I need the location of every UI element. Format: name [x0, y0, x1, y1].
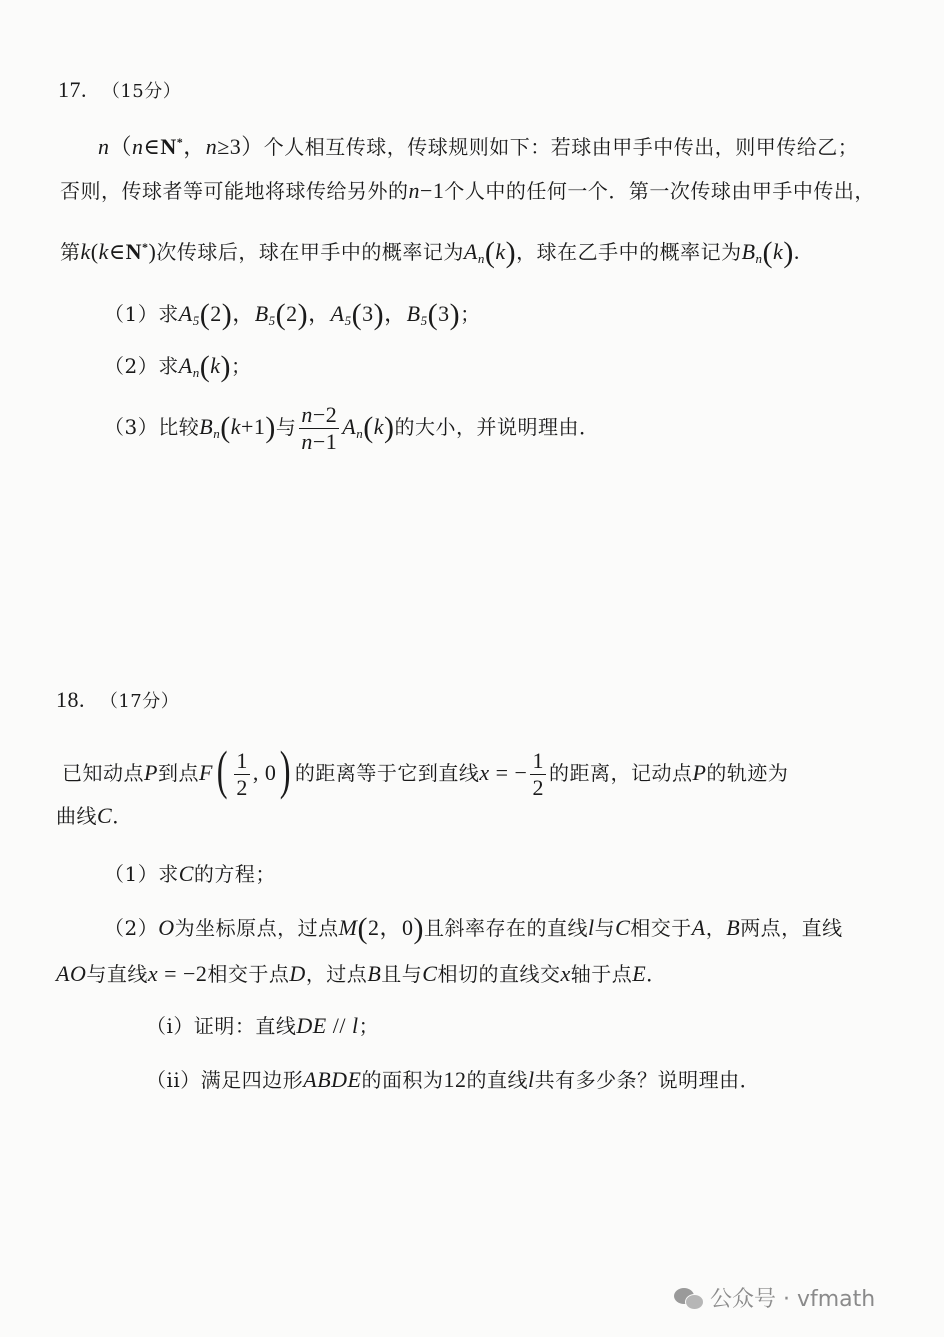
- q17-line3-text-b: 次传球后，球在甲手中的概率记为: [156, 240, 464, 264]
- q18-subquestion-1: （1）求C的方程；: [104, 861, 276, 886]
- q18-sub2b-text-6: 轴于点: [570, 962, 633, 986]
- q18-sub2-text-4: 相交于: [630, 916, 692, 940]
- q18-part-i-end: ；: [358, 1014, 380, 1038]
- q17-paragraph-line-1: n（n∈N*，n≥3）个人相互传球，传球规则如下：若球由甲手中传出，则甲传给乙；: [98, 134, 859, 159]
- q18-line1-text-d: 的距离，记动点: [548, 761, 693, 785]
- q17-sub3-end: 的大小，并说明理由．: [394, 415, 600, 439]
- q17-number: 17.: [58, 77, 87, 102]
- q17-sub1-label: （1）求: [104, 302, 179, 326]
- q17-header: [58, 76, 181, 106]
- q18-line1-text-b: 到点: [157, 761, 199, 785]
- q18-part-i: （i）证明：直线DE // l；: [146, 1013, 380, 1038]
- q18-line1-text-c: 的距离等于它到直线: [294, 761, 480, 785]
- q17-sub2-label: （2）求: [104, 354, 179, 378]
- q17-line2-text-a: 否则，传球者等可能地将球传给另外的: [60, 179, 409, 203]
- watermark-text: 公众号 · vfmath: [710, 1287, 876, 1312]
- q18-sub2-text-2: 且斜率存在的直线: [423, 916, 588, 940]
- q17-line1-text: 个人相互传球，传球规则如下：若球由甲手中传出，则甲传给乙；: [263, 135, 859, 159]
- watermark: [674, 1282, 875, 1313]
- q18-part-ii-label: （ii）满足四边形: [146, 1068, 304, 1092]
- wechat-icon: [674, 1286, 704, 1310]
- q18-sub2-label: （2）: [104, 916, 159, 940]
- q17-line3-text-a: 第: [60, 240, 81, 264]
- q17-subquestion-2: （2）求$A_n(k)$；: [104, 350, 252, 383]
- q17-score: （15分）: [101, 81, 182, 102]
- q18-sub2b-text-3: ，过点: [305, 962, 368, 986]
- q17-line2-text-b: 个人中的任何一个．第一次传球由甲手中传出，: [444, 179, 875, 203]
- q18-sub2-text-1: 为坐标原点，过点: [174, 916, 339, 940]
- q18-number: 18.: [56, 687, 85, 712]
- q17-subquestion-3: （3）比较$B_n(k+1)$与 $\frac{n-2}{n-1}$ $A_n(k)$的大小，并说明理由．: [104, 402, 600, 454]
- q18-part-ii-text-3: 共有多少条？说明理由．: [534, 1068, 761, 1092]
- q17-sub3-mid: 与: [275, 415, 297, 439]
- q18-header: [56, 686, 179, 716]
- q18-part-i-label: （i）证明：直线: [146, 1014, 297, 1038]
- q17-paragraph-line-2: 否则，传球者等可能地将球传给另外的n−1个人中的任何一个．第一次传球由甲手中传出，: [60, 178, 875, 203]
- q17-sub3-label: （3）比较: [104, 415, 200, 439]
- q18-sub2-text-6: 两点，直线: [740, 916, 843, 940]
- q17-line3-text-c: ，球在乙手中的概率记为: [516, 240, 742, 264]
- q18-line1-text-e: 的轨迹为: [706, 761, 789, 785]
- q18-line2-text: 曲线: [56, 804, 97, 828]
- q18-sub2b-end: ．: [646, 962, 667, 986]
- q18-sub1-end: 的方程；: [193, 862, 276, 886]
- q18-sub2-text-3: 与: [594, 916, 616, 940]
- q18-sub1-label: （1）求: [104, 862, 179, 886]
- q18-score: （17分）: [99, 691, 180, 712]
- q18-paragraph-line-1: 已知动点P到点F( $\frac{1}{2}$ , 0) 的距离等于它到直线x = − $\frac{1}{2}$ 的距离，记动点P的轨迹为: [62, 740, 789, 800]
- q18-line1-text-a: 已知动点: [62, 761, 144, 785]
- q17-sub2-end: ；: [230, 354, 252, 378]
- q18-subquestion-2-line-1: （2）O为坐标原点，过点M(2，0)且斜率存在的直线l与C相交于A，B两点，直线: [104, 912, 843, 945]
- q18-sub2b-text-4: 且与: [381, 962, 423, 986]
- q18-part-ii-text-2: 的直线: [466, 1068, 528, 1092]
- q18-part-ii-text-1: 的面积为: [361, 1068, 444, 1092]
- q18-part-ii: （ii）满足四边形ABDE的面积为12的直线l共有多少条？说明理由．: [146, 1067, 761, 1092]
- q17-subquestion-1: （1）求$A_5(2)$，$B_5(2)$，$A_5(3)$，$B_5(3)$；: [104, 298, 481, 331]
- q18-subquestion-2-line-2: AO与直线x = −2相交于点D，过点B且与C相切的直线交x轴于点E．: [56, 961, 667, 986]
- q17-paragraph-line-3: 第k(k∈N*)次传球后，球在甲手中的概率记为$A_n(k)$，球在乙手中的概率记为$B_n(k)$.: [60, 236, 800, 269]
- q18-line2-end: ．: [112, 804, 133, 828]
- q18-sub2b-text-2: 相交于点: [207, 962, 290, 986]
- q18-sub2b-text-5: 相切的直线交: [437, 962, 561, 986]
- q18-sub2b-text-1: 与直线: [86, 962, 148, 986]
- q18-sub2-text-5: ，: [705, 916, 727, 940]
- q17-sub1-end: ；: [460, 302, 481, 326]
- fraction-n-minus-2-over-n-minus-1: $\frac{n-2}{n-1}$: [301, 402, 338, 454]
- q18-paragraph-line-2: 曲线C．: [56, 803, 133, 828]
